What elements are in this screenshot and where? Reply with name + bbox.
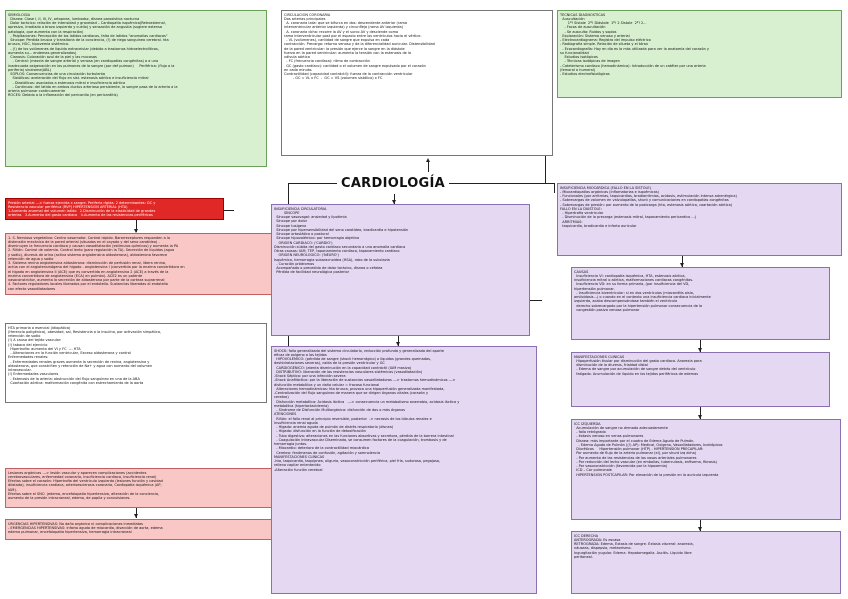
box-line: Resistencia vascular periférica (RVP) HIPERTENSIÓN ARTERIAL (HTA)	[8, 204, 128, 209]
insuficiencia-circulatoria-box	[271, 204, 530, 336]
box-line: SÍNCOPE	[274, 210, 300, 215]
box-line: izquierda, acaba descompensándose también el ventrículo	[574, 299, 678, 304]
box-line: deshidrataciones severas), caída de la presión ventricular y GC	[274, 361, 385, 366]
box-line: 1º! Sístole 2º! Diástole 1º! 2 Sístole 2º! 2...	[560, 21, 647, 25]
box-line: patología, que aumenta con la respiración)	[8, 29, 84, 34]
urgencias-hipertensivas-box	[5, 519, 274, 540]
box-heading: CIRCULACIÓN CORONARIA	[284, 12, 331, 17]
box-line: Disminución súbita del gasto cardiaco secundario a una anomalía cardiaca	[274, 244, 406, 249]
box-line: válvula aórtica	[284, 55, 310, 59]
box-line: - Ecocardiografía: Hoy en día es la más utilizada para ver la anatomía del corazón y	[560, 46, 709, 51]
circulacion-coronaria-box	[281, 10, 553, 156]
box-line: -Centralización del flujo sanguíneo de manera que se dirigen órganos vitales (corazón y	[274, 391, 429, 395]
box-line: Disnea: Clase I, II, III, IV, ortopnea, lumbodsz, disnea paroxística nocturna	[8, 16, 140, 21]
box-line: Síncope: Perdida brusca y transitoria de la conciencia, (!) de riego sanguíneo cerebral. hta	[8, 38, 169, 42]
box-line: Estudios isotópicos	[560, 55, 598, 59]
box-line: - Insuficiencia biventricular: si en dos ventrículos (miocarditis aislo,	[574, 290, 694, 295]
box-line: derecho sobrecargado por la hipertensión pulmonar consecuencia de la	[574, 303, 703, 308]
box-line: Diuréticos Hipertensión pulmonar (HTP) - HIPERTENSIÓN PRECAPILAR:	[574, 447, 704, 451]
box-line: Coartación aórtica: malformación congénita con estrechamiento de la aorta	[8, 380, 144, 385]
box-line: - EMERGENCIAS HIPERTENSIVAS: infarto agudo de miocardio, disección de aorta, edema	[8, 525, 163, 530]
box-heading: Presión arterial ---> fuerza ejercida x sangre. Periferia rígida. 2 determinantes: GC y	[8, 200, 156, 205]
box-line: congestión pasiva venosa pulmonar	[574, 307, 640, 312]
box-line: - éxtasis venoso en venas pulmonares	[574, 434, 644, 439]
box-line: insuficiencia mitral o aórtica, malformaciones cardiacas congénitas.	[574, 278, 694, 282]
box-line: Exploración: Sistema venoso y arterial	[560, 33, 630, 38]
box-line: distensión mecánica de la pared arterial (situados en el cayado y del seno carotídeo) -	[8, 239, 160, 244]
box-line: - Enfermedades renales graves aumenta la secreción de renina, angiotensina y	[8, 359, 150, 364]
box-line: Cianosis: Coloración azul de la piel y las mucosas	[8, 55, 97, 59]
box-line: - Cateterismo cardiaco (hemodinámica): Introducción de un catéter por una arteria	[560, 63, 706, 68]
box-line: Hipoperfusión tisular por disminución del gasto cardiaco. Anorexia para	[574, 358, 702, 363]
box-line: IAM).	[8, 487, 17, 492]
box-line: aldosterona, que constriñen y retención de Na+ y agua con aumento del volumen	[8, 363, 153, 368]
horizontal-connector	[224, 210, 234, 211]
box-line: intravascular.	[8, 368, 32, 372]
box-line: CARDIOGÉNICO: (atenta disminución en la capacidad contráctil (IAM masivo)	[274, 365, 412, 370]
arrow-down-icon	[134, 514, 138, 518]
box-line: - Hipertrofia ventricular	[560, 211, 604, 215]
box-line: HIPERTENSIÓN POSTCAPILAR: Por elevación de la presión en la aurícula izquierda	[574, 472, 719, 477]
box-heading: 1. S. Nervioso vegetativo: Centro vasomotor. Control rápido. Barorreceptores responden a la	[8, 235, 171, 240]
box-line: - Estudios electrofisiológicos	[560, 72, 610, 76]
box-heading: SEMIOLOGÍA	[8, 12, 30, 17]
box-line: - VL (volúmenes), cantidad de sangre que expulsa en cada	[284, 38, 390, 42]
box-line: Isquémico, hemorragia subaracnoidea (HSA), robo de la subclavia	[274, 257, 390, 262]
icc-izquierda-box	[571, 419, 841, 520]
box-line: - Disminución de la precarga (estenosis mitral, taponamiento pericardico ...)	[560, 215, 697, 220]
box-line: Síncope por dolor	[274, 219, 308, 224]
box-line: Sistólicos: aceleración del flujo en síst. estenosis aórtica e insuficiencia mitral	[8, 76, 149, 81]
box-line: - Central: (mezcla de sangre arterial y venosa (en cardiopatías congénitas) o a una	[8, 59, 159, 64]
box-line: - Se ausculta: Ruidos y soplos	[560, 29, 617, 34]
box-line: cerebro)	[274, 395, 289, 400]
box-line: ICD – Cor pulmonale	[574, 468, 612, 473]
box-line: - Diastólicos: asociados a estenosis mitral e insuficiencia aórtica	[8, 80, 126, 85]
box-line: ORIGEN CARDIACO: ('CARDIO')	[274, 240, 333, 245]
box-line: Auscultación	[560, 16, 585, 21]
box-heading: TÉCNICAS DIAGNÓSTICAS	[560, 12, 606, 17]
box-line: relleno capilar enlentecido	[274, 463, 321, 468]
box-line: arterias 3.Aumento del gasto cardiaco 4.Aumento de las resistencias periféricas	[8, 213, 153, 218]
box-line: eficaz de oxígeno a los tejidos	[274, 352, 327, 357]
box-line: ORIGEN NEUROLÓGICO: ('NEURO')	[274, 253, 339, 258]
box-line: Efectos sobre el SNC: (edema, encefalopatía hipertensiva, alteración de la conciencia,	[8, 491, 160, 496]
box-heading: INSUFICIENCIA CIRCULATORIA	[274, 206, 327, 211]
box-line: - Coagulación intravascular Diseminada, se consumen factores de la coagulación, trombosis y de	[274, 437, 447, 442]
box-line: Insuficiencia VD: en su forma primaria, (por insuficiencia del VD,	[574, 282, 690, 287]
box-line: Dolor torácico: relación de intensidad y gravedad – Cardiopatía isquémica(Retroesternal,	[8, 21, 166, 25]
box-heading: INSUFICIENCIA MIOCÁRDICA (FALLO EN LA SÍSTOLE)	[560, 185, 651, 190]
box-line: actúa con el angiotensinógeno del hígado - angiotensina I (convertida por la enzima convertidora en	[8, 265, 185, 270]
box-line: 1.Aumento anormal del volumen latido 2.Disminución de la elasticidad de grandes	[8, 209, 156, 213]
box-line: 2. Riñón: Control de volemia. Control lento (para regulación la TA). Secreción de líquidos (agua	[8, 248, 175, 253]
box-line: -hta, taquicardia, taquipnea, oliguria, vasoconstricción periférica, piel fría, sudorosa, pegajosa,	[274, 459, 441, 463]
box-line: - Por aumento de las resistencias de los vasos arteriales pulmonares	[574, 455, 697, 460]
box-line: - FC (frecuencia cardíaca): ritmo de contracción	[284, 59, 370, 64]
box-line: GC (gasto cardíaco): cantidad o el volumen de sangre expulsado por el corazón	[284, 63, 426, 68]
box-line: MANIFESTACIONES CLÍNICAS	[274, 454, 325, 459]
box-line: retención de sodio	[8, 334, 41, 338]
box-line: SOPLOS: Consecuencias de una circulación turbulenta	[8, 72, 106, 76]
box-heading: CAUSAS	[574, 269, 589, 274]
box-line: - Funcionales (por arritmias, taquicardias, bradiarritmias, acidosis, estimulación intensa adrenérgica)	[560, 194, 737, 198]
box-line: A. coronaria izda: que se bifurca en dos: descendente anterior (rama	[284, 21, 408, 25]
vertical-connector	[554, 183, 555, 193]
box-line: Efectos sobre el corazón: Hipertrofia del ventrículo izquierdo (lesiones función y cavidad	[8, 479, 163, 483]
title-right-connector	[449, 183, 554, 184]
box-line: Hipertrofia: aumento del VI y FC --- HTA	[8, 346, 81, 351]
box-line: - Radiografía simple. Relación de silueta y el tórax	[560, 42, 649, 47]
box-line: Síncope ortostático o postural	[274, 232, 329, 236]
box-line: fatigado. Acumulación de líquido en los tejidos periféricos de edemas	[574, 371, 699, 376]
box-line: hemorragia juntos.	[274, 442, 308, 446]
box-heading: MANIFESTACIONES CLÍNICAS	[574, 354, 625, 359]
hipertension-arterial-box	[5, 198, 224, 220]
box-line: Síncope tusígeno	[274, 223, 307, 228]
box-line: hipertensión pulmonar.	[574, 286, 615, 291]
box-line: vasoconstrictor, aumenta la secreción de aldosterona por parte de la corteza suprarrenal	[8, 278, 165, 282]
box-line: (!) tabaco del ejercicio	[8, 342, 48, 347]
box-line: en cada minuto.	[284, 67, 313, 72]
box-line: Cerebro: fenómenos de confusión, agitación y somnolencia	[274, 450, 381, 455]
box-line: - Alteraciones en la función ventricular, Exceso aldosterona y control	[8, 351, 131, 355]
box-line: dilatada), insuficiencia cardiaca, arterioesclerosis coronaria, Cardiopatía isquémica (AP,	[8, 483, 162, 488]
box-line: Insuficiencia VI: cardiopatía isquémica, HTA, estenosis aórtica,	[574, 273, 686, 278]
box-line: Síncope por hipersensibilidad del seno carotídeo, bradicardia e hipotensión	[274, 227, 409, 232]
box-line: - Palpitaciones: Percepción de los latidos cardiacos, falta de latidos "anomalías cardiacas"	[8, 33, 168, 38]
box-heading: URGENCIAS HIPERTENSIVAS: No daño orgánico ni complicaciones inmediatas	[8, 521, 143, 526]
box-line: insuficiencia renal aguda	[274, 420, 318, 425]
box-line: disminución de la diuresis, frialdad distal	[574, 363, 648, 367]
box-line: contracción. Precarga: retorno venoso y de la diferencialidad auricular. Distensibilidad	[284, 42, 435, 47]
box-line: ANTERÓGRADA: Es escasa	[574, 537, 621, 542]
box-line: Alteraciones hemodinámicas: hta brusca, provoca una hipoperfusión generalizada manifestada,	[274, 386, 445, 391]
box-line: edema pulmonar, encefalopatía hipertensiva, hemorragia intracraneal	[8, 530, 132, 534]
box-line: peritoneal.	[574, 554, 593, 559]
causas-box	[571, 267, 830, 340]
regulacion-presion-box	[5, 233, 277, 295]
box-line: 4. Factores reguladores locales liberados por el endotelio. Sustancias liberadas al endotelio	[8, 282, 168, 287]
box-line: de la pared ventricular: la presión que ejerce la sangre en la diástole	[284, 46, 405, 51]
box-heading: Lesiones orgánicas ---> lesión vascular y aparecen complicaciones (accidentes	[8, 470, 147, 475]
box-line: inadecuada oxigenación en los pulmones de la sangre (por def pulmon) Periférica: (flujo a la	[8, 63, 175, 68]
box-line: rama interventricular post por el espacio entre los ventrículos hacia el vértice.	[284, 33, 422, 38]
box-line: ROCES: Debido a la inflamación del pericardio (en pericarditis)	[8, 93, 118, 98]
box-line: retención de agua y sodio	[8, 256, 54, 261]
box-line: - Estenosis de la arteria: obstrucción del flujo sanguíneo en una de la ABA	[8, 376, 140, 381]
box-line: - fallo retrógrado	[574, 430, 606, 434]
box-line: 3. Sistema renina angiotensina aldosterona: disminución de perfusión renal, libera renina,	[8, 261, 167, 265]
horizontal-connector	[530, 300, 542, 301]
box-line: arteria pulmonar continuamente	[8, 89, 66, 93]
box-line: - Tubo digestivo: alteraciones en las funciones absortivas y secretora, pérdida de la barrera intestinal	[274, 433, 454, 438]
semiologia-box	[5, 10, 267, 167]
lesiones-organicas-box	[5, 468, 274, 508]
box-line: Disnea: más importante por el cuadro de Edema Agudo de Pulmón.	[574, 438, 695, 443]
box-line: ARRITMIAS:	[560, 219, 583, 224]
box-line: HIPOVOLÉMICO: (pérdida de sangre (shock hemorrágico) o líquidos (grandes quemados,	[274, 357, 432, 361]
box-heading: ICC IZQUIERDA	[574, 421, 601, 426]
box-line: brusca, HGC, hipovemia sistémica.	[8, 42, 70, 47]
box-line: su funcionalidad	[560, 50, 589, 55]
tecnicas-diagnosticas-box	[557, 10, 842, 98]
box-line: - Continuos: del latido en ambos ductus arterioso persistente, la sangre pasa de la arteria a la	[8, 84, 178, 89]
box-line: - Por vasoconstricción (favorecida por la hipoxemia)	[574, 464, 668, 468]
box-line: Contractilidad (capacidad contráctil): fuerza de la contracción ventricular	[284, 72, 413, 76]
box-line: el hígado en angiotensina II (ACE) que es convertida en angiotensina 2 (ACE) a través de la	[8, 269, 169, 274]
box-line: (Herencia poligénica), obesidad, sal, Resistencia a la insulina, por activación simpática,	[8, 329, 162, 334]
box-heading: HTA primaria o esencial (idiopática)	[8, 325, 71, 330]
box-line: Acompañado o precedido de dolor torácico, disnea o cefalea	[274, 266, 383, 270]
arrow-up-icon	[426, 158, 430, 162]
page-title-text: CARDIOLOGÍA	[340, 175, 446, 191]
shock-box	[271, 346, 537, 594]
box-line: con efecto vasodilatadores	[8, 286, 56, 291]
box-line: - Hígado: disfunción en la función de detoxificación	[274, 429, 366, 434]
box-line: aumenta su... endemas generalizados)	[8, 50, 77, 55]
box-heading: ICC DERECHA	[574, 533, 599, 538]
box-line: - Hígado: anemia aguda de pulmón de distrés respiratorio (disnea)	[274, 425, 394, 429]
icc-derecha-box	[571, 531, 841, 594]
box-line: periferia) sindrome(ABL)	[8, 67, 51, 72]
box-line: - Por reducción del lecho vascular (en embolias, tuberculosis, enfisema, fibrosis)	[574, 459, 717, 464]
box-line: FALLO EN LA DIÁSTOLE:	[560, 206, 602, 211]
manifestaciones-clinicas-box	[571, 352, 830, 407]
box-line: Disfunción metabólica: Acidosis láctica ---> consecuencia un metabolismo anaerobio, acidosis láctica y	[274, 399, 460, 404]
box-heading: SHOCK: fallo generalizado del sistema circulatorio, reducción profunda y generalizada del aporte	[274, 348, 445, 353]
box-line: Acumulación de sangre no drenado adecuadamente	[574, 425, 668, 430]
box-line: Otras causas: IAM, TEP, taponamiento cardíaco, taponamiento cardíaco	[274, 249, 400, 253]
box-line: - Edema Agudo de Pulmón ((!) AP): Medical, Oxígeno, Vasodilatadores, Inotrópicos	[574, 442, 723, 447]
box-line: disminuyen la frecuencia cardiaca y causan vasodilatación (estímulos químicos) y aumenta la PA	[8, 244, 179, 248]
box-line: Enfermedades renales:	[8, 355, 49, 360]
box-line: - Miocardio: deterioro de la contractilidad miocárdica	[274, 446, 369, 451]
box-line: - Edema de sangre por acumulación de sangre detrás del ventrículo	[574, 367, 696, 372]
box-line: (!) A causa del tejido vascular:	[8, 338, 62, 343]
box-line: - Técnicas isotópicas de imagen	[560, 59, 620, 64]
box-line: A. coronaria dcha: recorre la AV y el surco AV y desciende como	[284, 29, 399, 34]
box-line: interventricular anterior izquierda) y circunfleja (rama AV izquierda)	[284, 25, 403, 30]
page-title	[337, 172, 449, 194]
box-line: - Sobrecargas de volumen en valvulopatías, shunt y comunicaciones en cardiopatías congénitas	[560, 198, 729, 203]
box-line: ATENCIONES	[274, 412, 297, 417]
box-line: Síncope hipovolémico: por hemorragia objetiva	[274, 236, 360, 241]
box-line: Síncope vasovagal: ansiedad y lipotimia	[274, 215, 347, 219]
box-line: (!) Enfermedades vasculares	[8, 372, 59, 377]
box-line: amiloidosis...) o cuando en el contexto una insuficiencia cardiaca inicialmente	[574, 295, 711, 299]
box-line: náuseas, dispepsia, meteorismo.	[574, 546, 632, 551]
hta-primaria-box	[5, 323, 267, 403]
box-line: (femoral o humeral)	[560, 67, 596, 72]
box-line: -Shock Anafiláctico: por la liberación de sustancias vasodilatadoras ---> trastornos hemodinámicos --->	[274, 378, 456, 383]
box-line: opresivo, irradiado a brazo izquierdo y cuello) y sensación de angustia (sugiere extensa	[8, 25, 162, 30]
box-line: Ingurgitación yugular. Edema. Hepatomegalia. Ascitis. Líquido libre	[574, 550, 692, 555]
box-line: Dos arterias principales	[284, 16, 326, 21]
box-line: fuerza en la pared ventricular: aumenta la tensión con la estenosis de la	[284, 50, 412, 55]
box-line: enzima convertidora de angiotensina (ECA) en pulmón). ACE2 es un potente	[8, 273, 143, 278]
insuficiencia-miocardica-box	[557, 183, 842, 256]
box-line: - Electrocardiograma: Registro del impulso eléctrico	[560, 38, 651, 42]
box-line: y sodio), diuresis de orina (activa sistema angiotensina aldosterona), aldosterona favorece	[8, 252, 168, 257]
box-line: - Focos de auscultación	[560, 25, 606, 30]
box-line: Riñón: el fallo renal al principio reversible, posterior -> necrosis de los túbulos renales e	[274, 416, 432, 421]
box-line: - Síndrome de Disfunción Multiorgánica: disfunción de dos o más órganos	[274, 408, 406, 412]
box-line: - Curación pródromos	[274, 261, 315, 266]
box-line: cerebrovasculares, enfermedad coronaria, insuficiencia cardiaca, insuficiencia renal)	[8, 474, 157, 479]
box-line: Por aumento de flujo de la arteria pulmonar (el), por shunt izq dcha)	[574, 451, 697, 456]
box-line: -Alteración función cerebral	[274, 467, 323, 472]
box-line: - GC = VL x FC - GC = VS (volumen sistólico) x FC	[284, 76, 383, 81]
box-line: Pérdida de facilidad neurológica posterior	[274, 270, 350, 275]
box-line: - (!) de los volúmenes de líquido extracelular (debido a trastornos hidroelectrolíticos,	[8, 46, 159, 51]
box-line: aumento de la presión intracraneal, edema, de papila y convulsiones.	[8, 496, 131, 500]
box-line: taquicardia, bradicardia e infarto auricular	[560, 223, 637, 228]
box-line: DISTRIBUTIVO: liberación de las resistencias vasculares sistémicas (vasodilatación)	[274, 369, 423, 374]
box-line: disfunción metabólica y un daño celular = fracaso funcional	[274, 382, 380, 387]
box-line: metabólica (hiperlactacidemia)	[274, 403, 329, 408]
box-line: -Shock Séptico: por una infección severa	[274, 374, 346, 378]
title-left-connector	[288, 183, 337, 184]
box-line: - Sobrecargas de presión: por aumento de la postcarga (hta, estenosis aórtica, coartación aórtica)	[560, 202, 733, 207]
box-line: - Miocardiopatías orgánicas (inflamatorias e isquémicas)	[560, 189, 659, 194]
box-line: RETRÓGRADA: Edema, Éxtasis de sangre. Éxtasis visceral: anorexia,	[574, 542, 694, 546]
